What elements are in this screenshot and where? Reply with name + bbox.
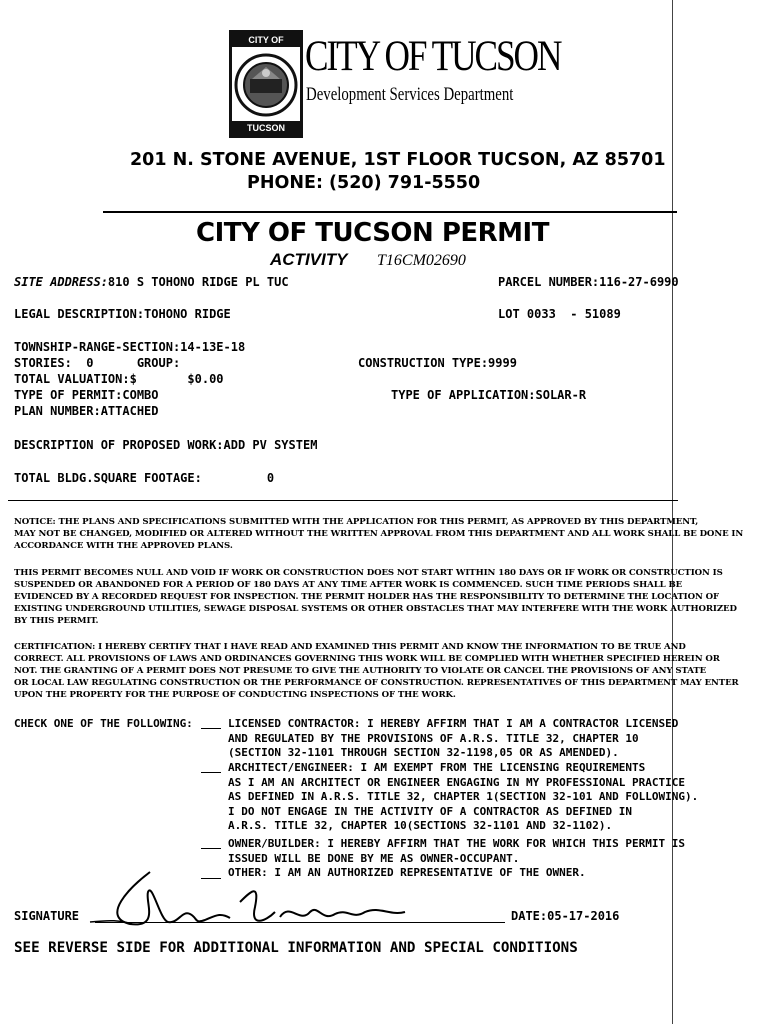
permit-title: CITY OF TUCSON PERMIT bbox=[196, 218, 549, 248]
legal-description: LEGAL DESCRIPTION:TOHONO RIDGE bbox=[14, 307, 231, 321]
void-paragraph bbox=[14, 567, 737, 627]
other-option: OTHER: I AM AN AUTHORIZED REPRESENTATIVE OF THE OWNER. bbox=[228, 866, 586, 879]
architect-line: AS DEFINED IN A.R.S. TITLE 32, CHAPTER 1(SECTION 32-101 AND FOLLOWING). bbox=[228, 790, 699, 803]
lot-number: LOT 0033 - 51089 bbox=[498, 307, 621, 321]
void-line: BY THIS PERMIT. bbox=[14, 616, 99, 626]
certification-line: CORRECT. ALL PROVISIONS OF LAWS AND ORDINANCES GOVERNING THIS WORK WILL BE COMPLIED WITH WHETHER SPECIFIED HEREIN OR bbox=[14, 654, 720, 664]
certification-line: CERTIFICATION: I HEREBY CERTIFY THAT I HAVE READ AND EXAMINED THIS PERMIT AND KNOW THE INFORMATION TO BE TRUE AND bbox=[14, 642, 686, 652]
site-address-value: 810 S TOHONO RIDGE PL TUC bbox=[107, 275, 289, 289]
checklist-label: CHECK ONE OF THE FOLLOWING: bbox=[14, 717, 193, 730]
contractor-line: AND REGULATED BY THE PROVISIONS OF A.R.S. TITLE 32, CHAPTER 10 bbox=[228, 731, 639, 745]
reverse-side-note: SEE REVERSE SIDE FOR ADDITIONAL INFORMATION AND SPECIAL CONDITIONS bbox=[14, 940, 578, 956]
address-line: 201 N. STONE AVENUE, 1ST FLOOR TUCSON, AZ 85701 bbox=[130, 150, 666, 170]
architect-line: ARCHITECT/ENGINEER: I AM EXEMPT FROM THE LICENSING REQUIREMENTS bbox=[228, 761, 646, 774]
description-of-work: DESCRIPTION OF PROPOSED WORK:ADD PV SYSTEM bbox=[14, 438, 318, 452]
phone-line: PHONE: (520) 791-5550 bbox=[247, 173, 481, 193]
activity-number: T16CM02690 bbox=[377, 252, 466, 269]
notice-paragraph bbox=[14, 516, 743, 552]
stories-group: STORIES: 0 GROUP: bbox=[14, 356, 181, 370]
notice-line: NOTICE: THE PLANS AND SPECIFICATIONS SUBMITTED WITH THE APPLICATION FOR THIS PERMIT, AS APPROVED BY THIS DEPARTMENT, bbox=[14, 517, 699, 527]
void-line: THIS PERMIT BECOMES NULL AND VOID IF WORK OR CONSTRUCTION DOES NOT START WITHIN 180 DAYS OR IF WORK OR CONSTRUCTION IS bbox=[14, 568, 723, 578]
city-seal-logo bbox=[229, 30, 303, 138]
architect-checkbox-line[interactable] bbox=[201, 772, 221, 773]
city-name-heading: CITY OF TUCSON bbox=[305, 33, 561, 80]
total-valuation: TOTAL VALUATION:$ $0.00 bbox=[14, 372, 224, 386]
plan-number: PLAN NUMBER:ATTACHED bbox=[14, 404, 159, 418]
seal-emblem-icon bbox=[232, 49, 300, 119]
construction-type: CONSTRUCTION TYPE:9999 bbox=[358, 356, 517, 370]
activity-label: ACTIVITY bbox=[270, 250, 348, 269]
contractor-option bbox=[228, 717, 678, 761]
void-line: EXISTING UNDERGROUND UTILITIES, SEWAGE DISPOSAL SYSTEMS OR OTHER OBSTACLES THAT MAY INTERFERE WITH THE WORK AUTHORIZED bbox=[14, 604, 737, 614]
certification-line: UPON THE PROPERTY FOR THE PURPOSE OF CONDUCTING INSPECTIONS OF THE WORK. bbox=[14, 690, 456, 700]
township-range-section: TOWNSHIP-RANGE-SECTION:14-13E-18 bbox=[14, 340, 246, 354]
scan-edge-line bbox=[672, 0, 673, 1024]
section-rule bbox=[8, 500, 678, 501]
owner-line: ISSUED WILL BE DONE BY ME AS OWNER-OCCUPANT. bbox=[228, 851, 520, 865]
department-name: Development Services Department bbox=[306, 84, 514, 105]
architect-line: AS I AM AN ARCHITECT OR ENGINEER ENGAGING IN MY PROFESSIONAL PRACTICE bbox=[228, 775, 685, 789]
contractor-line: LICENSED CONTRACTOR: I HEREBY AFFIRM THAT I AM A CONTRACTOR LICENSED bbox=[228, 717, 679, 730]
void-line: SUSPENDED OR ABANDONED FOR A PERIOD OF 180 DAYS AT ANY TIME AFTER WORK IS COMMENCED. SUCH TIME PERIODS SHALL BE bbox=[14, 580, 683, 590]
seal-top-text: CITY OF bbox=[232, 33, 300, 47]
signature-scribble-icon bbox=[90, 862, 420, 942]
architect-option bbox=[228, 761, 698, 834]
permit-date: DATE:05-17-2016 bbox=[511, 909, 620, 923]
site-address-field bbox=[14, 275, 289, 289]
type-of-application: TYPE OF APPLICATION:SOLAR-R bbox=[391, 388, 587, 402]
notice-line: MAY NOT BE CHANGED, MODIFIED OR ALTERED WITHOUT THE WRITTEN APPROVAL FROM THIS DEPARTMENT AND ALL WORK SHALL BE DONE IN bbox=[14, 529, 744, 539]
certification-line: OR LOCAL LAW REGULATING CONSTRUCTION OR THE PERFORMANCE OF CONSTRUCTION. REPRESENTATIVES OF THIS DEPARTMENT MAY ENTER bbox=[14, 678, 739, 688]
owner-line: OWNER/BUILDER: I HEREBY AFFIRM THAT THE WORK FOR WHICH THIS PERMIT IS bbox=[228, 837, 685, 850]
seal-bottom-text: TUCSON bbox=[232, 121, 300, 135]
architect-line: A.R.S. TITLE 32, CHAPTER 10(SECTIONS 32-1101 AND 32-1102). bbox=[228, 819, 613, 832]
parcel-number: PARCEL NUMBER:116-27-6990 bbox=[498, 275, 679, 289]
header-rule bbox=[103, 211, 677, 213]
owner-checkbox-line[interactable] bbox=[201, 848, 221, 849]
certification-paragraph bbox=[14, 641, 739, 701]
square-footage: TOTAL BLDG.SQUARE FOOTAGE: 0 bbox=[14, 471, 275, 485]
void-line: EVIDENCED BY A RECORDED REQUEST FOR INSPECTION. THE PERMIT HOLDER HAS THE RESPONSIBILITY TO DETERMINE THE LOCATION OF bbox=[14, 592, 719, 602]
contractor-checkbox-line[interactable] bbox=[201, 728, 221, 729]
site-address-label: SITE ADDRESS: bbox=[14, 275, 108, 289]
contractor-line: (SECTION 32-1101 THROUGH SECTION 32-1198,05 OR AS AMENDED). bbox=[228, 746, 619, 759]
certification-line: NOT. THE GRANTING OF A PERMIT DOES NOT PRESUME TO GIVE THE AUTHORITY TO VIOLATE OR CANCEL THE PROVISIONS OF ANY STATE bbox=[14, 666, 707, 676]
notice-line: ACCORDANCE WITH THE APPROVED PLANS. bbox=[14, 541, 233, 551]
signature-label: SIGNATURE bbox=[14, 909, 80, 923]
architect-line: I DO NOT ENGAGE IN THE ACTIVITY OF A CONTRACTOR AS DEFINED IN bbox=[228, 804, 632, 818]
type-of-permit: TYPE OF PERMIT:COMBO bbox=[14, 388, 159, 402]
handwritten-signature bbox=[90, 862, 420, 947]
